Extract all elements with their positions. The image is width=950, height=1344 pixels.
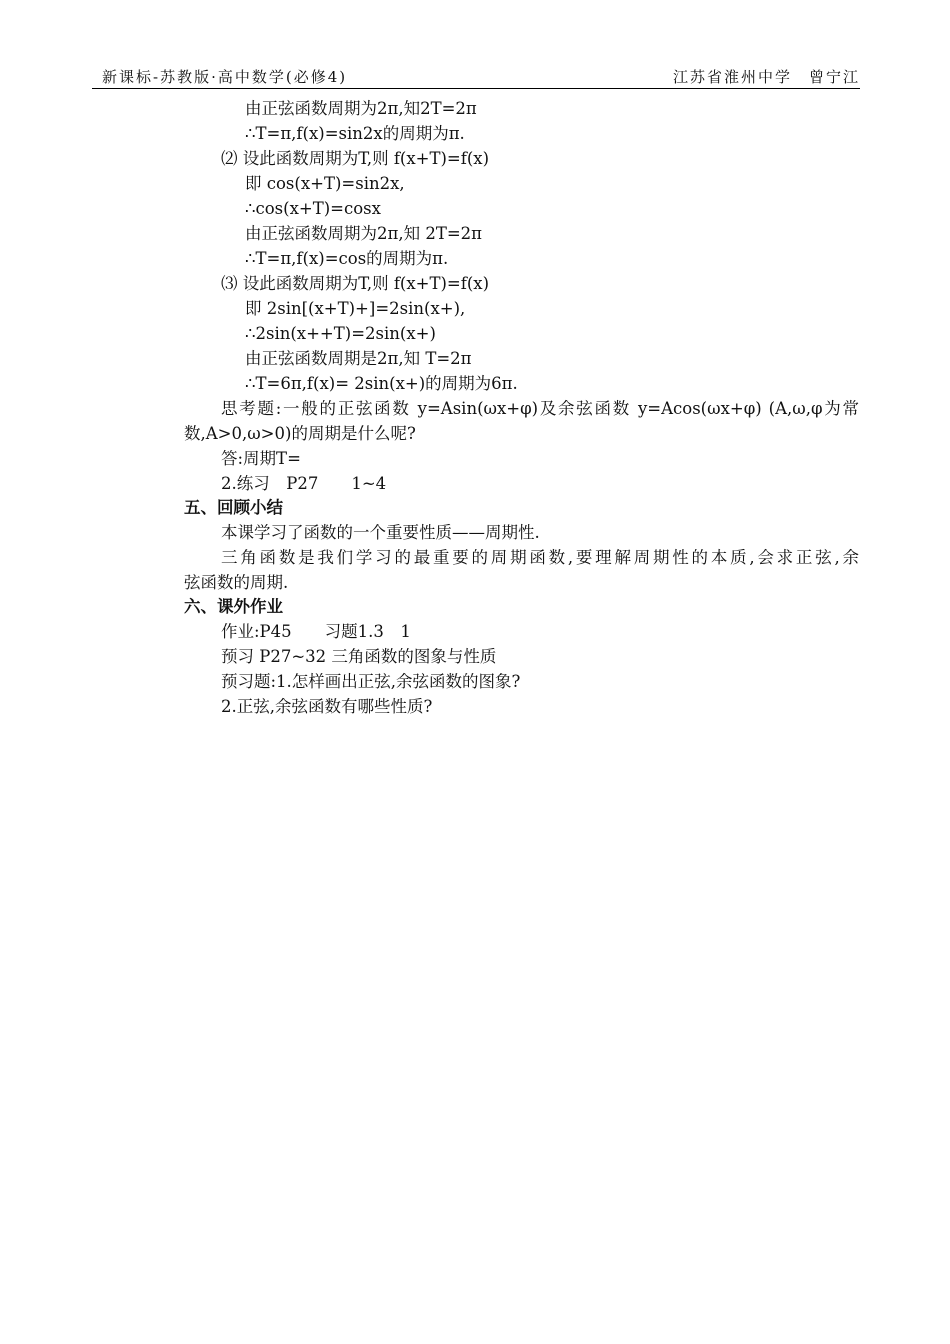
header-rule <box>92 88 860 89</box>
text-line: 作业:P45 习题1.3 1 <box>221 622 411 641</box>
text-line: 即 cos(x+T)=sin2x, <box>245 174 405 193</box>
text-line: 弦函数的周期. <box>184 573 289 592</box>
section-heading-summary: 五、回顾小结 <box>184 498 283 517</box>
text-line: 思考题:一般的正弦函数 y=Asin(ωx+φ)及余弦函数 y=Acos(ωx+φ) (A,ω,φ为常 <box>221 399 859 418</box>
header-author: 江苏省淮州中学 曾宁江 <box>672 68 860 86</box>
text-line: 数,A>0,ω>0)的周期是什么呢? <box>184 424 416 443</box>
page-header <box>92 66 860 88</box>
text-line: 三角函数是我们学习的最重要的周期函数,要理解周期性的本质,会求正弦,余 <box>221 548 859 567</box>
text-line: ∴T=π,f(x)=cos的周期为π. <box>245 249 449 268</box>
text-line: 本课学习了函数的一个重要性质——周期性. <box>221 523 540 542</box>
text-line: 即 2sin[(x+T)+]=2sin(x+), <box>245 299 466 318</box>
text-line: ⑵ 设此函数周期为T,则 f(x+T)=f(x) <box>221 149 490 168</box>
text-line: 2.正弦,余弦函数有哪些性质? <box>221 697 433 716</box>
text-line: 由正弦函数周期为2π,知 2T=2π <box>245 224 483 243</box>
text-line: ∴T=π,f(x)=sin2x的周期为π. <box>245 124 465 143</box>
text-line: 预习题:1.怎样画出正弦,余弦函数的图象? <box>221 672 521 691</box>
header-course-title: 新课标-苏教版·高中数学(必修4) <box>102 68 348 86</box>
text-line: ∴T=6π,f(x)= 2sin(x+)的周期为6π. <box>245 374 518 393</box>
text-line: 2.练习 P27 1~4 <box>221 474 387 493</box>
text-line: ∴cos(x+T)=cosx <box>245 199 381 218</box>
text-line: ⑶ 设此函数周期为T,则 f(x+T)=f(x) <box>221 274 490 293</box>
text-line: ∴2sin(x++T)=2sin(x+) <box>245 324 436 343</box>
section-heading-homework: 六、课外作业 <box>184 597 283 616</box>
text-line: 答:周期T= <box>221 449 301 468</box>
text-line: 由正弦函数周期是2π,知 T=2π <box>245 349 472 368</box>
text-line: 预习 P27~32 三角函数的图象与性质 <box>221 647 497 666</box>
text-line: 由正弦函数周期为2π,知2T=2π <box>245 99 477 118</box>
